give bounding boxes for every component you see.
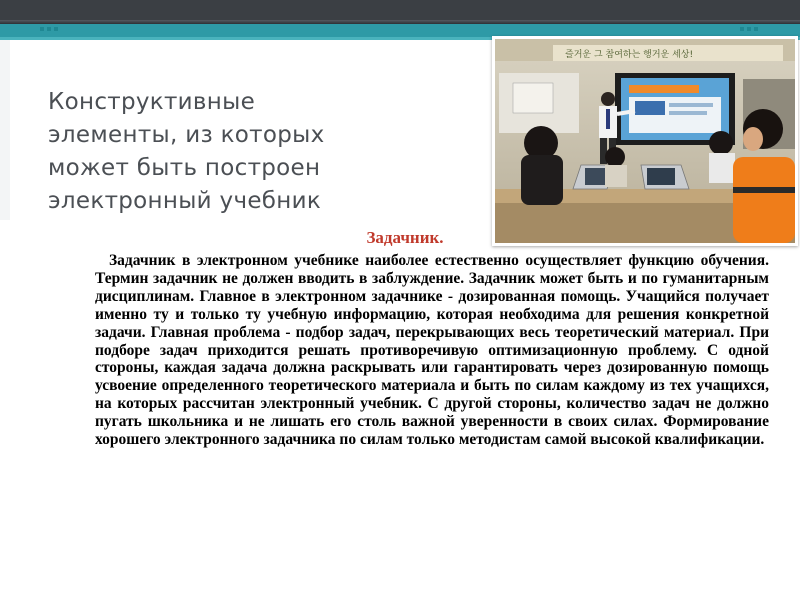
band-dots-left [40,27,58,31]
classroom-photo [492,36,798,246]
photo-banner-text: 즐거운 그 참여하는 행거운 세상! [565,50,694,60]
band-dots-right [740,27,758,31]
top-decorative-bar [0,0,800,24]
left-accent-strip [0,40,10,220]
section-heading: Задачник. [366,228,444,247]
classroom-photo-image [495,39,795,243]
body-paragraph: Задачник в электронном учебнике наиболее естественно осуществляет функцию обучения. Термин задачник не должен вводить в заблуждение. Задачник может быть и по гуманитарным дисциплинам. Главное в электронном задачнике - дозированная помощь. Учащийся получает именно ту и только ту учебную информацию, которая необходима для решения конкретной задачи. Главная проблема - подбор задач, перекрывающих весь теоретический материал. При подборе задач приходится решать противоречивую оптимизационную проблему. С одной стороны, каждая задача должна раскрывать или гарантировать через дозированную помощь усвоение определенного теоретического материала и быть по силам каждому из тех учащихся, на которых рассчитан электронный учебник. С другой стороны, количество задач не должно пугать школьника и не лишать его столь важной уверенности в своих силах. Формирование хорошего электронного задачника по силам только методистам самой высокой квалификации. [95,252,769,449]
slide-title: Конструктивные элементы, из которых может быть построен электронный учебник [48,89,325,214]
